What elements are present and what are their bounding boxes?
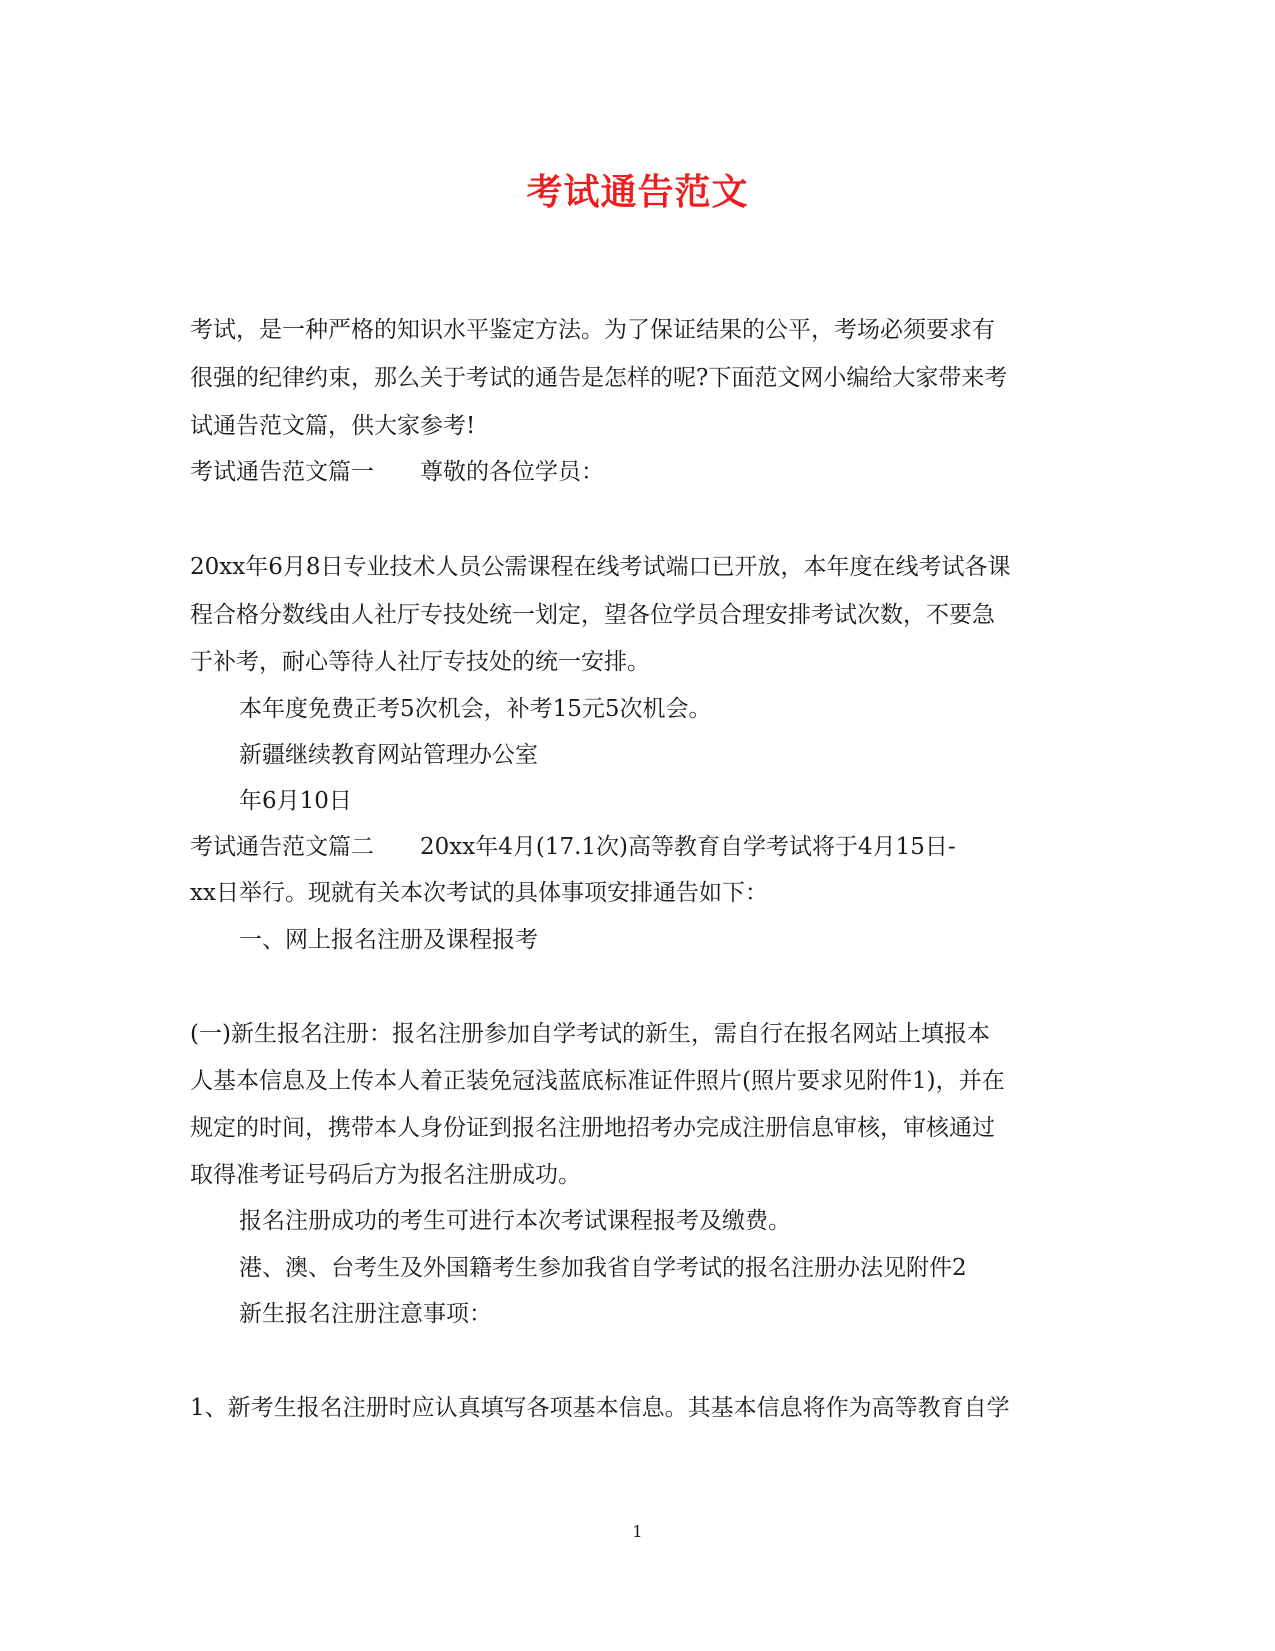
paragraph-line: 很强的纪律约束，那么关于考试的通告是怎样的呢?下面范文网小编给大家带来考 — [190, 365, 1008, 391]
paragraph-line: 人基本信息及上传本人着正装免冠浅蓝底标准证件照片(照片要求见附件1)，并在 — [190, 1068, 1005, 1094]
section-heading: 考试通告范文篇一 尊敬的各位学员： — [190, 459, 604, 485]
subsection-heading: 一、网上报名注册及课程报考 — [239, 927, 538, 953]
paragraph-line: 取得准考证号码后方为报名注册成功。 — [190, 1162, 581, 1188]
document-title: 考试通告范文 — [526, 171, 749, 213]
paragraph-line: 程合格分数线由人社厅专技处统一划定，望各位学员合理安排考试次数，不要急 — [190, 602, 995, 628]
signature-date: 年6月10日 — [239, 788, 352, 814]
paragraph-line: 于补考，耐心等待人社厅专技处的统一安排。 — [190, 649, 650, 675]
paragraph-line: 港、澳、台考生及外国籍考生参加我省自学考试的报名注册办法见附件2 — [239, 1255, 967, 1281]
paragraph-line: 规定的时间，携带本人身份证到报名注册地招考办完成注册信息审核，审核通过 — [190, 1115, 995, 1141]
paragraph-line: (一)新生报名注册：报名注册参加自学考试的新生，需自行在报名网站上填报本 — [190, 1021, 990, 1047]
page-number: 1 — [632, 1522, 643, 1541]
paragraph-line: 试通告范文篇，供大家参考! — [190, 413, 476, 439]
paragraph-line: 考试，是一种严格的知识水平鉴定方法。为了保证结果的公平，考场必须要求有 — [190, 317, 995, 343]
signature-organization: 新疆继续教育网站管理办公室 — [239, 742, 538, 768]
paragraph-line: 1、新考生报名注册时应认真填写各项基本信息。其基本信息将作为高等教育自学 — [190, 1395, 1010, 1421]
section-heading: 考试通告范文篇二 20xx年4月(17.1次)高等教育自学考试将于4月15日- — [190, 834, 956, 860]
paragraph-line: 新生报名注册注意事项： — [239, 1301, 492, 1327]
paragraph-line: xx日举行。现就有关本次考试的具体事项安排通告如下： — [190, 880, 768, 906]
paragraph-line: 本年度免费正考5次机会，补考15元5次机会。 — [239, 696, 712, 722]
paragraph-line: 报名注册成功的考生可进行本次考试课程报考及缴费。 — [239, 1208, 791, 1234]
paragraph-line: 20xx年6月8日专业技术人员公需课程在线考试端口已开放，本年度在线考试各课 — [190, 554, 1011, 580]
